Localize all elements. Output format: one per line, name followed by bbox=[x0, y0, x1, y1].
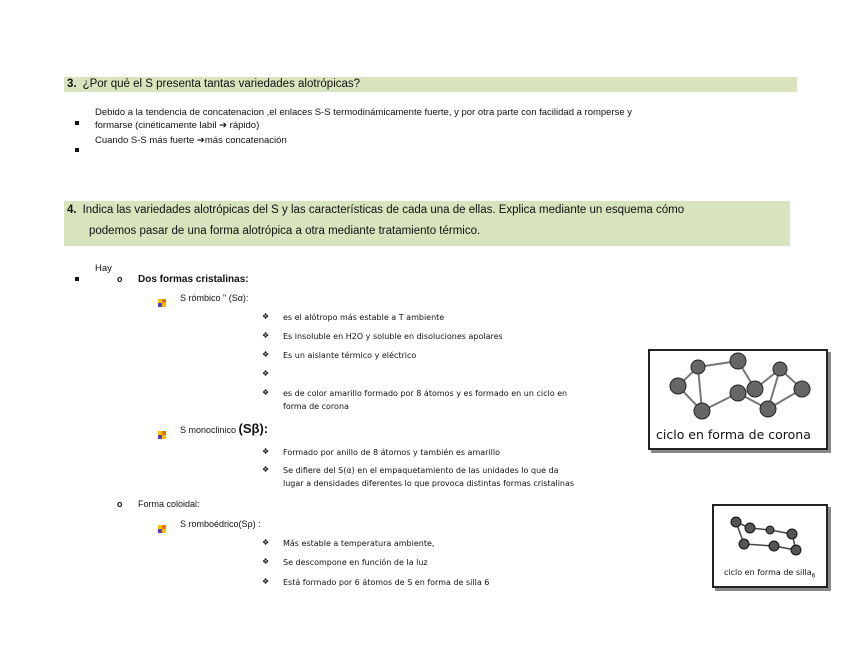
pencil-bullet-icon bbox=[158, 520, 166, 538]
q3-answer-line-1: Debido a la tendencia de concatenacion ,el enlaces S-S termodinámicamente fuerte, y por otra parte con facilidad a romperse y bbox=[95, 107, 633, 118]
crystalline-heading: Dos formas cristalinas: bbox=[138, 274, 249, 285]
monoclinic-symbol: (Sβ): bbox=[238, 421, 269, 436]
diamond-bullet-icon: ❖ bbox=[262, 350, 270, 359]
pencil-bullet-icon bbox=[158, 294, 166, 312]
question-3 bbox=[67, 77, 360, 92]
crown-ring-caption: ciclo en forma de corona bbox=[656, 427, 811, 442]
monoclinic-label bbox=[180, 423, 268, 436]
diamond-bullet-icon: ❖ bbox=[262, 538, 270, 547]
chair-ring-caption-subscript: 6 bbox=[811, 572, 816, 580]
bullet-square bbox=[75, 268, 79, 286]
bullet-square bbox=[75, 112, 79, 130]
diamond-bullet-icon: ❖ bbox=[262, 331, 270, 340]
hay-text: Hay bbox=[95, 263, 112, 274]
rhombic-point-2: Es insoluble en H2O y soluble en disoluciones apolares bbox=[283, 332, 503, 341]
diamond-bullet-icon: ❖ bbox=[262, 312, 270, 321]
rhombohedral-label: S romboédrico(Sρ) : bbox=[180, 519, 261, 529]
diamond-bullet-icon: ❖ bbox=[262, 465, 270, 474]
monoclinic-point-2: Se difiere del S(α) en el empaquetamiento de las unidades lo que da bbox=[283, 466, 559, 475]
chair-ring-molecule-image bbox=[714, 506, 826, 562]
pencil-bullet-icon bbox=[158, 426, 166, 444]
chair-ring-figure bbox=[712, 504, 828, 588]
diamond-bullet-icon: ❖ bbox=[262, 388, 270, 397]
rhombohedral-point-1: Más estable a temperatura ambiente, bbox=[283, 539, 435, 548]
diamond-bullet-icon: ❖ bbox=[262, 369, 270, 378]
rhombohedral-point-2: Se descompone en función de la luz bbox=[283, 558, 428, 567]
diamond-bullet-icon: ❖ bbox=[262, 577, 270, 586]
rhombic-point-5-cont: forma de corona bbox=[283, 402, 349, 411]
monoclinic-point-2-cont: lugar a densidades diferentes lo que provoca distintas formas cristalinas bbox=[283, 479, 575, 488]
diamond-bullet-icon: ❖ bbox=[262, 557, 270, 566]
bullet-square bbox=[75, 139, 79, 157]
question-3-number: 3. bbox=[67, 78, 77, 90]
chair-ring-caption-text: ciclo en forma de silla bbox=[724, 568, 812, 577]
rhombic-label: S rómbico " (Sα): bbox=[180, 293, 249, 303]
rhombic-point-3: Es un aislante térmico y eléctrico bbox=[283, 351, 417, 360]
rhombic-point-5: es de color amarillo formado por 8 átomos y es formado en un ciclo en bbox=[283, 389, 568, 398]
crown-ring-figure bbox=[648, 349, 828, 450]
diamond-bullet-icon: ❖ bbox=[262, 447, 270, 456]
q3-answer-line-2: formarse (cinéticamente labil ➔ rápido) bbox=[95, 120, 260, 131]
question-4-line-1 bbox=[67, 203, 684, 218]
crown-ring-molecule-image bbox=[650, 351, 826, 425]
question-3-text: ¿Por qué el S presenta tantas variedades alotrópicas? bbox=[82, 78, 361, 90]
question-4-number: 4. bbox=[67, 204, 77, 216]
rhombic-point-1: es el alótropo más estable a T ambiente bbox=[283, 313, 445, 322]
colloidal-heading: Forma coloidal: bbox=[138, 499, 200, 509]
rhombohedral-point-3: Está formado por 6 átomos de S en forma de silla 6 bbox=[283, 578, 490, 587]
monoclinic-point-1: Formado por anillo de 8 átomos y también es amarillo bbox=[283, 448, 500, 457]
question-4-text-1: Indica las variedades alotrópicas del S y las características de cada una de ellas. Explica mediante un esquema cómo bbox=[82, 204, 685, 216]
chair-ring-caption bbox=[724, 568, 815, 580]
circle-bullet-icon: o bbox=[117, 499, 123, 509]
question-4-line-2: podemos pasar de una forma alotrópica a otra mediante tratamiento térmico. bbox=[89, 225, 481, 237]
q3-answer-line-3: Cuando S-S más fuerte ➔más concatenación bbox=[95, 135, 287, 146]
circle-bullet-icon: o bbox=[117, 274, 123, 284]
monoclinic-name: S monoclinico bbox=[180, 425, 237, 435]
